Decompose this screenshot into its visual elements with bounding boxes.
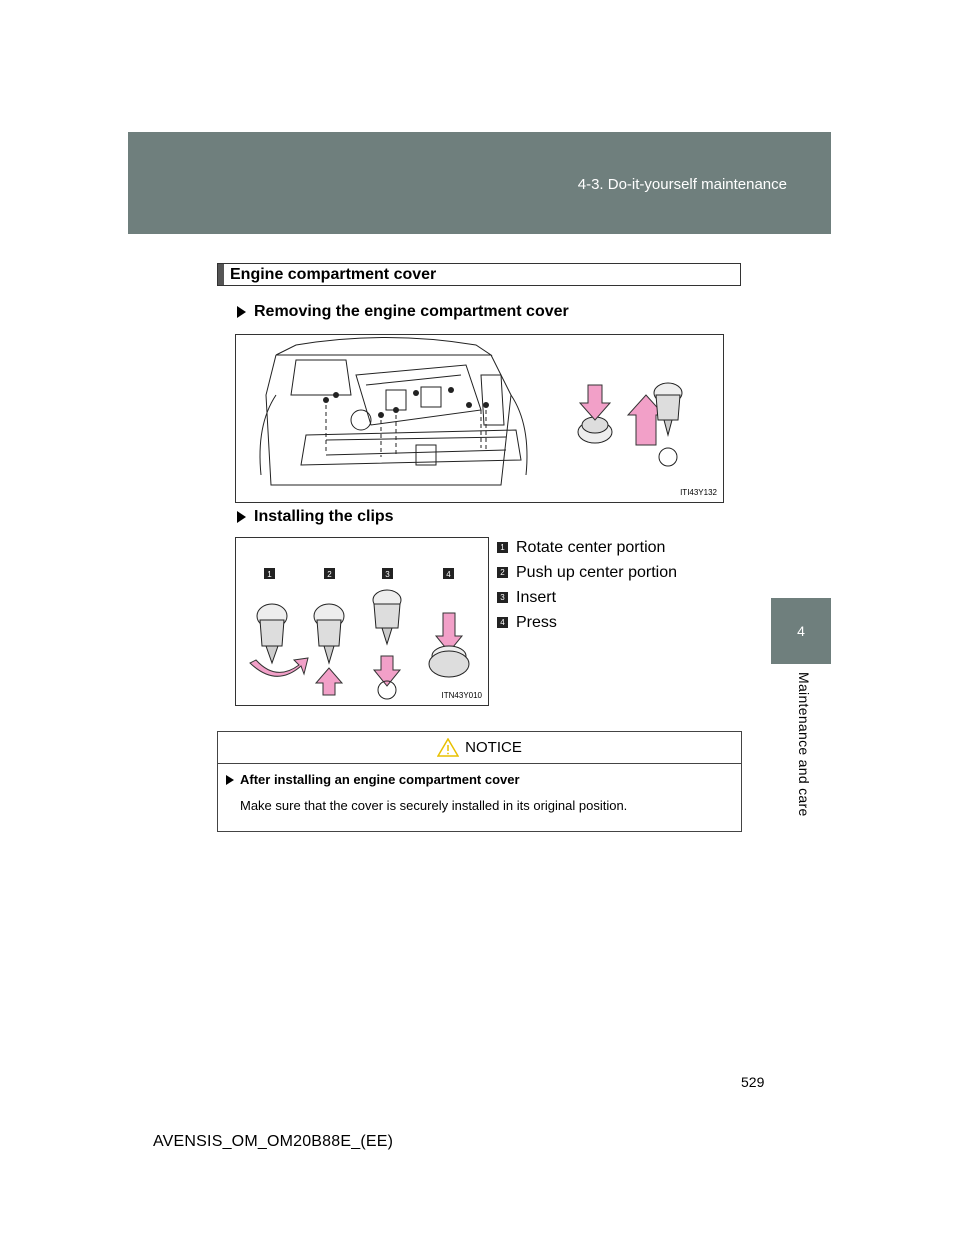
- clip-badge-1: 1: [267, 570, 272, 579]
- document-code: AVENSIS_OM_OM20B88E_(EE): [153, 1133, 394, 1150]
- clips-figure-code: ITN43Y010: [441, 691, 482, 700]
- notice-item-title: After installing an engine compartment cover: [240, 772, 520, 787]
- step-item: [497, 610, 677, 635]
- subhead-installing-text: Installing the clips: [254, 508, 394, 525]
- notice-header: [218, 732, 741, 764]
- notice-title: NOTICE: [465, 739, 522, 756]
- engine-figure-code: ITI43Y132: [680, 488, 717, 497]
- step-text: Insert: [516, 588, 557, 606]
- step-item: [497, 560, 677, 585]
- notice-item-heading: [226, 772, 520, 787]
- step-number-badge: 3: [497, 592, 508, 603]
- step-text: Press: [516, 613, 557, 631]
- subhead-installing: [237, 508, 394, 526]
- subhead-removing-text: Removing the engine compartment cover: [254, 303, 569, 320]
- step-number-badge: 2: [497, 567, 508, 578]
- clips-figure: [235, 537, 489, 706]
- engine-illustration: [236, 335, 723, 502]
- engine-figure: [235, 334, 724, 503]
- step-number-badge: 4: [497, 617, 508, 628]
- clip-badge-3: 3: [385, 570, 390, 579]
- header-section-title: 4-3. Do-it-yourself maintenance: [577, 176, 787, 193]
- bullet-triangle-icon: [237, 511, 246, 523]
- warning-triangle-icon: [437, 738, 459, 757]
- subhead-removing: [237, 303, 569, 321]
- bullet-triangle-icon: [226, 775, 234, 785]
- clip-badge-2: 2: [327, 570, 332, 579]
- step-item: [497, 585, 677, 610]
- step-text: Push up center portion: [516, 563, 677, 581]
- header-bar: [128, 132, 831, 234]
- chapter-number: 4: [797, 623, 805, 639]
- page-number: 529: [741, 1074, 765, 1090]
- installation-steps: [497, 535, 677, 635]
- bullet-triangle-icon: [237, 306, 246, 318]
- step-item: [497, 535, 677, 560]
- section-title: Engine compartment cover: [217, 263, 741, 286]
- chapter-label: Maintenance and care: [796, 672, 812, 817]
- step-number-badge: 1: [497, 542, 508, 553]
- notice-item-text: Make sure that the cover is securely installed in its original position.: [240, 798, 628, 813]
- notice-box: [217, 731, 742, 832]
- chapter-tab: [771, 598, 831, 664]
- step-text: Rotate center portion: [516, 538, 666, 556]
- clips-illustration: [236, 538, 488, 705]
- clip-badge-4: 4: [446, 570, 451, 579]
